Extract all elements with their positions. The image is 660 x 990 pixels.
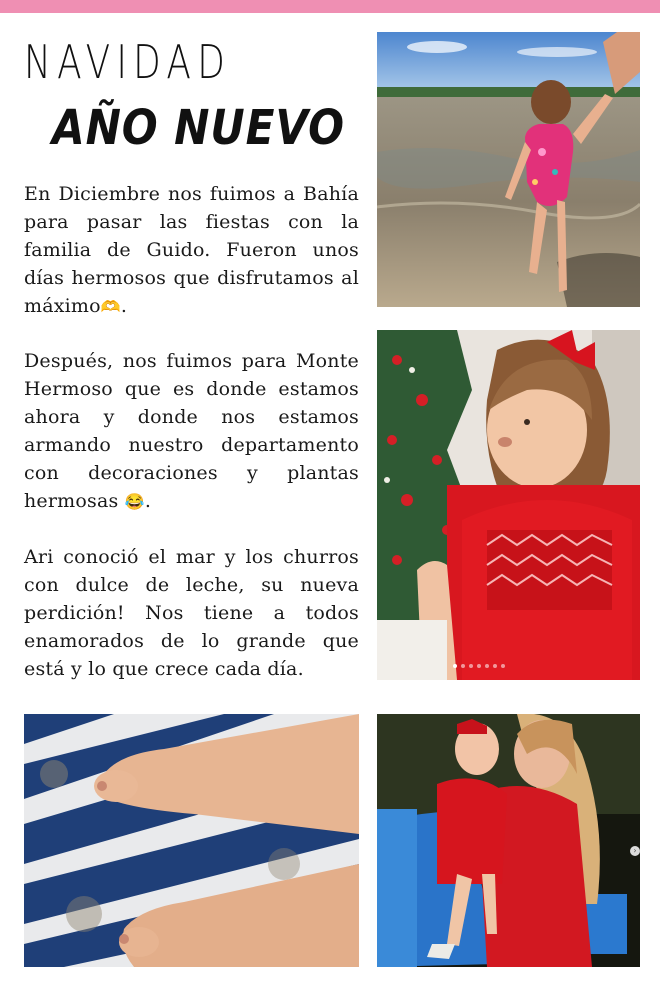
carousel-dot[interactable] bbox=[493, 664, 497, 668]
carousel-dot[interactable] bbox=[453, 664, 457, 668]
page-title-navidad: NAVIDAD bbox=[24, 35, 232, 89]
paragraph-1: En Diciembre nos fuimos a Bahía para pasar las fiestas con la familia de Guido. Fueron unos días hermosos que disfrutamos al máximo🫶. bbox=[24, 180, 359, 321]
heart-hands-emoji: 🫶 bbox=[100, 297, 121, 316]
paragraph-2: Después, nos fuimos para Monte Hermoso que es donde estamos ahora y donde nos estamos armando nuestro departamento con decoraciones y plantas hermosas 😂. bbox=[24, 347, 359, 516]
pool-photo bbox=[377, 714, 640, 967]
laughing-emoji: 😂 bbox=[124, 492, 145, 511]
chevron-right-icon[interactable]: › bbox=[630, 846, 640, 856]
feet-towel-photo bbox=[24, 714, 359, 967]
carousel-dot[interactable] bbox=[501, 664, 505, 668]
carousel-dots bbox=[453, 664, 505, 668]
carousel-dot[interactable] bbox=[477, 664, 481, 668]
page-title-ano-nuevo: AÑO NUEVO bbox=[52, 100, 345, 156]
paragraph-3-text: Ari conoció el mar y los churros con dulce de leche, su nueva perdición! Nos tiene a todos enamorados de lo grande que está y lo que crece cada día. bbox=[24, 546, 359, 680]
paragraph-2-text: Después, nos fuimos para Monte Hermoso que es donde estamos ahora y donde nos estamos armando nuestro departamento con decoraciones y plantas hermosas bbox=[24, 350, 359, 512]
top-accent-bar bbox=[0, 0, 660, 13]
beach-photo bbox=[377, 32, 640, 307]
carousel-dot[interactable] bbox=[469, 664, 473, 668]
christmas-photo bbox=[377, 330, 640, 680]
carousel-dot[interactable] bbox=[485, 664, 489, 668]
paragraph-1-text: En Diciembre nos fuimos a Bahía para pasar las fiestas con la familia de Guido. Fueron unos días hermosos que disfrutamos al máximo bbox=[24, 183, 359, 317]
carousel-dot[interactable] bbox=[461, 664, 465, 668]
paragraph-3 bbox=[24, 543, 359, 683]
